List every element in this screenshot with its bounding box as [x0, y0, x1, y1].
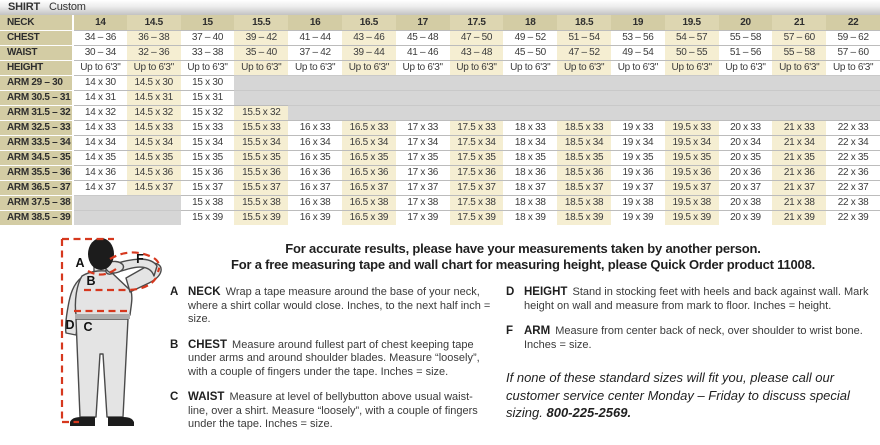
- table-row: [0, 180, 880, 195]
- size-cell: 19.5 x 38: [665, 195, 719, 210]
- table-row: [0, 210, 880, 225]
- size-cell: 49 – 52: [503, 30, 557, 45]
- instruction-term: CHEST: [188, 338, 227, 351]
- size-cell: 16 x 38: [288, 195, 342, 210]
- size-cell: 36 – 38: [127, 30, 181, 45]
- size-cell: 30 – 34: [73, 45, 127, 60]
- neck-row-label: NECK: [0, 15, 73, 30]
- size-cell: 41 – 46: [396, 45, 450, 60]
- instruction-text: HEIGHT Stand in stocking feet with heels and back against wall. Mark height on wall and measure from mark to floor. Inches = height.: [524, 286, 869, 312]
- size-cell: 15.5 x 37: [234, 180, 288, 195]
- size-cell: 22 x 36: [826, 165, 880, 180]
- instruction-letter: B: [170, 338, 179, 351]
- instruction-term: HEIGHT: [524, 286, 568, 298]
- row-label: ARM 34.5 – 35: [0, 150, 73, 165]
- size-cell: 37 – 42: [288, 45, 342, 60]
- size-cell: 17.5 x 34: [450, 135, 504, 150]
- row-label: ARM 29 – 30: [0, 75, 73, 90]
- size-cell: 19 x 36: [611, 165, 665, 180]
- size-cell: 16 x 36: [288, 165, 342, 180]
- row-label: ARM 35.5 – 36: [0, 165, 73, 180]
- row-label: ARM 30.5 – 31: [0, 90, 73, 105]
- empty-cell: [396, 75, 450, 90]
- instructions-right-column: [506, 286, 876, 444]
- size-cell: 15.5 x 39: [234, 210, 288, 225]
- size-cell: 21 x 34: [772, 135, 826, 150]
- empty-cell: [73, 195, 127, 210]
- figure-torso: [75, 271, 131, 315]
- size-cell: 14.5 x 37: [127, 180, 181, 195]
- size-cell: 16 x 35: [288, 150, 342, 165]
- size-cell: 14.5 x 35: [127, 150, 181, 165]
- size-cell: 16.5 x 33: [342, 120, 396, 135]
- empty-cell: [557, 75, 611, 90]
- size-cell: Up to 6'3": [665, 60, 719, 75]
- size-cell: 17 x 38: [396, 195, 450, 210]
- size-cell: 14.5 x 32: [127, 105, 181, 120]
- size-cell: 14.5 x 36: [127, 165, 181, 180]
- empty-cell: [127, 195, 181, 210]
- size-cell: 18.5 x 35: [557, 150, 611, 165]
- size-cell: 14 x 32: [73, 105, 127, 120]
- size-cell: 59 – 62: [826, 30, 880, 45]
- empty-cell: [826, 90, 880, 105]
- size-cell: 18 x 36: [503, 165, 557, 180]
- size-cell: 17.5 x 38: [450, 195, 504, 210]
- size-cell: 54 – 57: [665, 30, 719, 45]
- table-row: [0, 195, 880, 210]
- size-cell: 22 x 35: [826, 150, 880, 165]
- row-label: CHEST: [0, 30, 73, 45]
- size-cell: 14.5 x 33: [127, 120, 181, 135]
- size-cell: 32 – 36: [127, 45, 181, 60]
- instructions-left-column: [170, 286, 492, 444]
- neck-sizes-row: [0, 15, 880, 30]
- size-cell: 15 x 33: [181, 120, 235, 135]
- instruction-text: ARM Measure from center back of neck, over shoulder to wrist bone. Inches = size.: [524, 325, 863, 351]
- size-cell: 20 x 37: [719, 180, 773, 195]
- empty-cell: [288, 105, 342, 120]
- size-cell: 19 x 33: [611, 120, 665, 135]
- empty-cell: [127, 210, 181, 225]
- size-cell: 22 x 33: [826, 120, 880, 135]
- size-cell: 21 x 39: [772, 210, 826, 225]
- size-cell: 17 x 37: [396, 180, 450, 195]
- size-cell: 14 x 34: [73, 135, 127, 150]
- size-cell: Up to 6'3": [288, 60, 342, 75]
- instruction-text: NECK Wrap a tape measure around the base of your neck, where a shirt collar would close. Inches, to the next half inch = size.: [188, 286, 491, 325]
- size-cell: Up to 6'3": [611, 60, 665, 75]
- size-cell: 18 x 34: [503, 135, 557, 150]
- size-cell: Up to 6'3": [73, 60, 127, 75]
- instruction-item: [506, 286, 876, 313]
- size-cell: 21 x 33: [772, 120, 826, 135]
- measuring-guide-text: [170, 241, 876, 444]
- neck-size-header: 15.5: [234, 15, 288, 30]
- size-cell: 21 x 37: [772, 180, 826, 195]
- size-cell: 35 – 40: [234, 45, 288, 60]
- size-cell: Up to 6'3": [450, 60, 504, 75]
- size-cell: 20 x 39: [719, 210, 773, 225]
- size-cell: 57 – 60: [772, 30, 826, 45]
- size-cell: 39 – 42: [234, 30, 288, 45]
- empty-cell: [503, 105, 557, 120]
- size-cell: 16.5 x 36: [342, 165, 396, 180]
- empty-cell: [611, 90, 665, 105]
- size-cell: 17.5 x 39: [450, 210, 504, 225]
- size-cell: 18.5 x 37: [557, 180, 611, 195]
- empty-cell: [557, 105, 611, 120]
- figure-label-f: F: [136, 252, 144, 266]
- size-cell: 14.5 x 34: [127, 135, 181, 150]
- neck-size-header: 22: [826, 15, 880, 30]
- empty-cell: [665, 90, 719, 105]
- size-cell: 19 x 35: [611, 150, 665, 165]
- size-cell: 15.5 x 32: [234, 105, 288, 120]
- size-table: [0, 15, 880, 225]
- size-cell: 15.5 x 35: [234, 150, 288, 165]
- size-cell: 14 x 30: [73, 75, 127, 90]
- size-cell: 20 x 33: [719, 120, 773, 135]
- empty-cell: [826, 75, 880, 90]
- size-cell: Up to 6'3": [396, 60, 450, 75]
- table-row: [0, 60, 880, 75]
- size-cell: 14 x 31: [73, 90, 127, 105]
- size-cell: 57 – 60: [826, 45, 880, 60]
- empty-cell: [450, 105, 504, 120]
- figure-right-shoe: [108, 417, 134, 426]
- size-cell: 47 – 52: [557, 45, 611, 60]
- size-cell: 18 x 35: [503, 150, 557, 165]
- size-cell: Up to 6'3": [234, 60, 288, 75]
- instruction-item: [506, 325, 876, 352]
- size-cell: 16 x 34: [288, 135, 342, 150]
- size-cell: 16.5 x 37: [342, 180, 396, 195]
- size-cell: 19 x 38: [611, 195, 665, 210]
- size-cell: 18.5 x 39: [557, 210, 611, 225]
- size-cell: 19.5 x 36: [665, 165, 719, 180]
- table-row: [0, 150, 880, 165]
- size-cell: 19.5 x 34: [665, 135, 719, 150]
- row-label: ARM 31.5 – 32: [0, 105, 73, 120]
- size-cell: 14.5 x 31: [127, 90, 181, 105]
- row-label: WAIST: [0, 45, 73, 60]
- neck-size-header: 19.5: [665, 15, 719, 30]
- instruction-item: [170, 391, 492, 432]
- empty-cell: [342, 105, 396, 120]
- size-cell: 55 – 58: [719, 30, 773, 45]
- size-cell: 21 x 35: [772, 150, 826, 165]
- size-cell: 15 x 34: [181, 135, 235, 150]
- empty-cell: [396, 90, 450, 105]
- instruction-term: NECK: [188, 286, 221, 298]
- size-cell: 19 x 37: [611, 180, 665, 195]
- neck-size-header: 16: [288, 15, 342, 30]
- size-cell: 22 x 38: [826, 195, 880, 210]
- neck-size-header: 19: [611, 15, 665, 30]
- figure-head: [88, 238, 114, 270]
- table-row: [0, 30, 880, 45]
- size-cell: 14 x 33: [73, 120, 127, 135]
- row-label: ARM 32.5 – 33: [0, 120, 73, 135]
- neck-size-header: 18.5: [557, 15, 611, 30]
- empty-cell: [342, 90, 396, 105]
- size-cell: Up to 6'3": [772, 60, 826, 75]
- size-cell: 19.5 x 39: [665, 210, 719, 225]
- note-text: If none of these standard sizes will fit you, please call our customer service center Monday – Friday to discuss special sizing.: [506, 370, 850, 420]
- size-cell: 18.5 x 33: [557, 120, 611, 135]
- instruction-letter: F: [506, 325, 514, 337]
- special-sizing-note: [506, 369, 858, 422]
- size-cell: 55 – 58: [772, 45, 826, 60]
- size-cell: 22 x 39: [826, 210, 880, 225]
- size-cell: 18 x 37: [503, 180, 557, 195]
- size-cell: 45 – 48: [396, 30, 450, 45]
- intro-line-1: For accurate results, please have your measurements taken by another person.: [285, 241, 761, 256]
- empty-cell: [503, 75, 557, 90]
- empty-cell: [396, 105, 450, 120]
- size-cell: 39 – 44: [342, 45, 396, 60]
- size-cell: Up to 6'3": [557, 60, 611, 75]
- size-cell: 18.5 x 34: [557, 135, 611, 150]
- row-label: HEIGHT: [0, 60, 73, 75]
- size-cell: 16 x 39: [288, 210, 342, 225]
- intro-line-2: For a free measuring tape and wall chart for measuring height, please Quick Order product 11008.: [230, 257, 816, 272]
- size-cell: 16.5 x 38: [342, 195, 396, 210]
- instruction-letter: A: [170, 286, 179, 298]
- empty-cell: [557, 90, 611, 105]
- size-cell: 17.5 x 35: [450, 150, 504, 165]
- size-cell: 15 x 32: [181, 105, 235, 120]
- figure-label-c: C: [83, 320, 93, 334]
- size-cell: 15.5 x 36: [234, 165, 288, 180]
- size-cell: 15 x 35: [181, 150, 235, 165]
- size-cell: 18 x 39: [503, 210, 557, 225]
- instruction-text: CHEST Measure around fullest part of chest keeping tape under arms and around shoulder blades. Measure “loosely”, with a couple of fingers under the tape. Inches = size.: [188, 338, 480, 378]
- size-cell: 15.5 x 38: [234, 195, 288, 210]
- size-cell: 43 – 48: [450, 45, 504, 60]
- size-cell: Up to 6'3": [826, 60, 880, 75]
- size-cell: 16 x 37: [288, 180, 342, 195]
- size-cell: 19 x 34: [611, 135, 665, 150]
- shirt-header-bar: [0, 0, 880, 15]
- size-cell: 19.5 x 35: [665, 150, 719, 165]
- size-cell: 49 – 54: [611, 45, 665, 60]
- size-cell: 17 x 35: [396, 150, 450, 165]
- size-cell: 19 x 39: [611, 210, 665, 225]
- size-cell: 15 x 37: [181, 180, 235, 195]
- size-cell: 17 x 34: [396, 135, 450, 150]
- shirt-title: SHIRT: [8, 1, 41, 13]
- figure-label-d: D: [65, 318, 75, 332]
- size-cell: Up to 6'3": [342, 60, 396, 75]
- neck-size-header: 17: [396, 15, 450, 30]
- row-label: ARM 36.5 – 37: [0, 180, 73, 195]
- size-cell: 16.5 x 35: [342, 150, 396, 165]
- empty-cell: [719, 90, 773, 105]
- size-cell: Up to 6'3": [127, 60, 181, 75]
- size-cell: 22 x 34: [826, 135, 880, 150]
- empty-cell: [772, 105, 826, 120]
- row-label: ARM 37.5 – 38: [0, 195, 73, 210]
- empty-cell: [288, 90, 342, 105]
- size-cell: 37 – 40: [181, 30, 235, 45]
- size-cell: 15.5 x 33: [234, 120, 288, 135]
- neck-size-header: 14.5: [127, 15, 181, 30]
- empty-cell: [288, 75, 342, 90]
- empty-cell: [450, 90, 504, 105]
- size-cell: 51 – 54: [557, 30, 611, 45]
- table-row: [0, 165, 880, 180]
- instruction-letter: C: [170, 391, 179, 403]
- size-cell: 14 x 35: [73, 150, 127, 165]
- table-row: [0, 90, 880, 105]
- empty-cell: [772, 75, 826, 90]
- table-row: [0, 105, 880, 120]
- size-cell: 17 x 39: [396, 210, 450, 225]
- row-label: ARM 33.5 – 34: [0, 135, 73, 150]
- measuring-guide-section: [0, 232, 880, 445]
- size-cell: 21 x 36: [772, 165, 826, 180]
- size-cell: 16.5 x 34: [342, 135, 396, 150]
- empty-cell: [665, 105, 719, 120]
- neck-size-header: 14: [73, 15, 127, 30]
- size-cell: 50 – 55: [665, 45, 719, 60]
- size-cell: Up to 6'3": [503, 60, 557, 75]
- measurement-figure: [2, 234, 172, 442]
- size-cell: 43 – 46: [342, 30, 396, 45]
- size-cell: 19.5 x 33: [665, 120, 719, 135]
- empty-cell: [342, 75, 396, 90]
- size-cell: Up to 6'3": [181, 60, 235, 75]
- empty-cell: [234, 90, 288, 105]
- size-cell: 15 x 38: [181, 195, 235, 210]
- empty-cell: [719, 105, 773, 120]
- empty-cell: [665, 75, 719, 90]
- instruction-letter: D: [506, 286, 515, 298]
- empty-cell: [450, 75, 504, 90]
- neck-size-header: 15: [181, 15, 235, 30]
- neck-size-header: 21: [772, 15, 826, 30]
- neck-size-header: 16.5: [342, 15, 396, 30]
- row-label: ARM 38.5 – 39: [0, 210, 73, 225]
- size-cell: 21 x 38: [772, 195, 826, 210]
- size-cell: 20 x 34: [719, 135, 773, 150]
- size-cell: 15 x 39: [181, 210, 235, 225]
- empty-cell: [611, 75, 665, 90]
- size-cell: 18.5 x 38: [557, 195, 611, 210]
- size-cell: 14 x 37: [73, 180, 127, 195]
- empty-cell: [503, 90, 557, 105]
- size-cell: 16.5 x 39: [342, 210, 396, 225]
- size-cell: 17.5 x 33: [450, 120, 504, 135]
- size-cell: 14 x 36: [73, 165, 127, 180]
- size-cell: 34 – 36: [73, 30, 127, 45]
- empty-cell: [73, 210, 127, 225]
- table-row: [0, 135, 880, 150]
- instruction-item: [170, 286, 492, 327]
- figure-label-b: B: [86, 274, 96, 288]
- size-cell: 17.5 x 37: [450, 180, 504, 195]
- empty-cell: [719, 75, 773, 90]
- size-cell: 41 – 44: [288, 30, 342, 45]
- size-cell: 16 x 33: [288, 120, 342, 135]
- size-cell: 45 – 50: [503, 45, 557, 60]
- size-cell: 15 x 30: [181, 75, 235, 90]
- size-cell: 17 x 33: [396, 120, 450, 135]
- size-cell: 17.5 x 36: [450, 165, 504, 180]
- size-cell: 20 x 38: [719, 195, 773, 210]
- table-row: [0, 45, 880, 60]
- figure-waistband: [75, 314, 130, 319]
- size-cell: 17 x 36: [396, 165, 450, 180]
- neck-size-header: 20: [719, 15, 773, 30]
- intro-text: [170, 241, 876, 273]
- instruction-item: [170, 339, 492, 380]
- note-phone-number: 800-225-2569.: [546, 405, 632, 420]
- size-cell: 18.5 x 36: [557, 165, 611, 180]
- table-row: [0, 75, 880, 90]
- figure-label-a: A: [75, 256, 85, 270]
- size-cell: 20 x 36: [719, 165, 773, 180]
- empty-cell: [234, 75, 288, 90]
- size-cell: 20 x 35: [719, 150, 773, 165]
- instruction-term: ARM: [524, 325, 551, 337]
- size-cell: Up to 6'3": [719, 60, 773, 75]
- empty-cell: [611, 105, 665, 120]
- size-cell: 33 – 38: [181, 45, 235, 60]
- size-cell: 15 x 31: [181, 90, 235, 105]
- instruction-term: WAIST: [188, 391, 225, 403]
- size-cell: 15 x 36: [181, 165, 235, 180]
- size-cell: 51 – 56: [719, 45, 773, 60]
- size-cell: 14.5 x 30: [127, 75, 181, 90]
- size-cell: 15.5 x 34: [234, 135, 288, 150]
- neck-size-header: 18: [503, 15, 557, 30]
- size-cell: 53 – 56: [611, 30, 665, 45]
- person-measurement-diagram: [2, 234, 172, 442]
- shirt-subtitle: Custom: [49, 1, 86, 13]
- table-row: [0, 120, 880, 135]
- empty-cell: [826, 105, 880, 120]
- size-cell: 22 x 37: [826, 180, 880, 195]
- size-cell: 47 – 50: [450, 30, 504, 45]
- neck-size-header: 17.5: [450, 15, 504, 30]
- instruction-text: WAIST Measure at level of bellybutton above usual waist-line, over a shirt. Measure “loosely”, with a couple of fingers under the tape. Inches = size.: [188, 391, 478, 430]
- empty-cell: [772, 90, 826, 105]
- size-cell: 18 x 38: [503, 195, 557, 210]
- size-cell: 19.5 x 37: [665, 180, 719, 195]
- size-cell: 18 x 33: [503, 120, 557, 135]
